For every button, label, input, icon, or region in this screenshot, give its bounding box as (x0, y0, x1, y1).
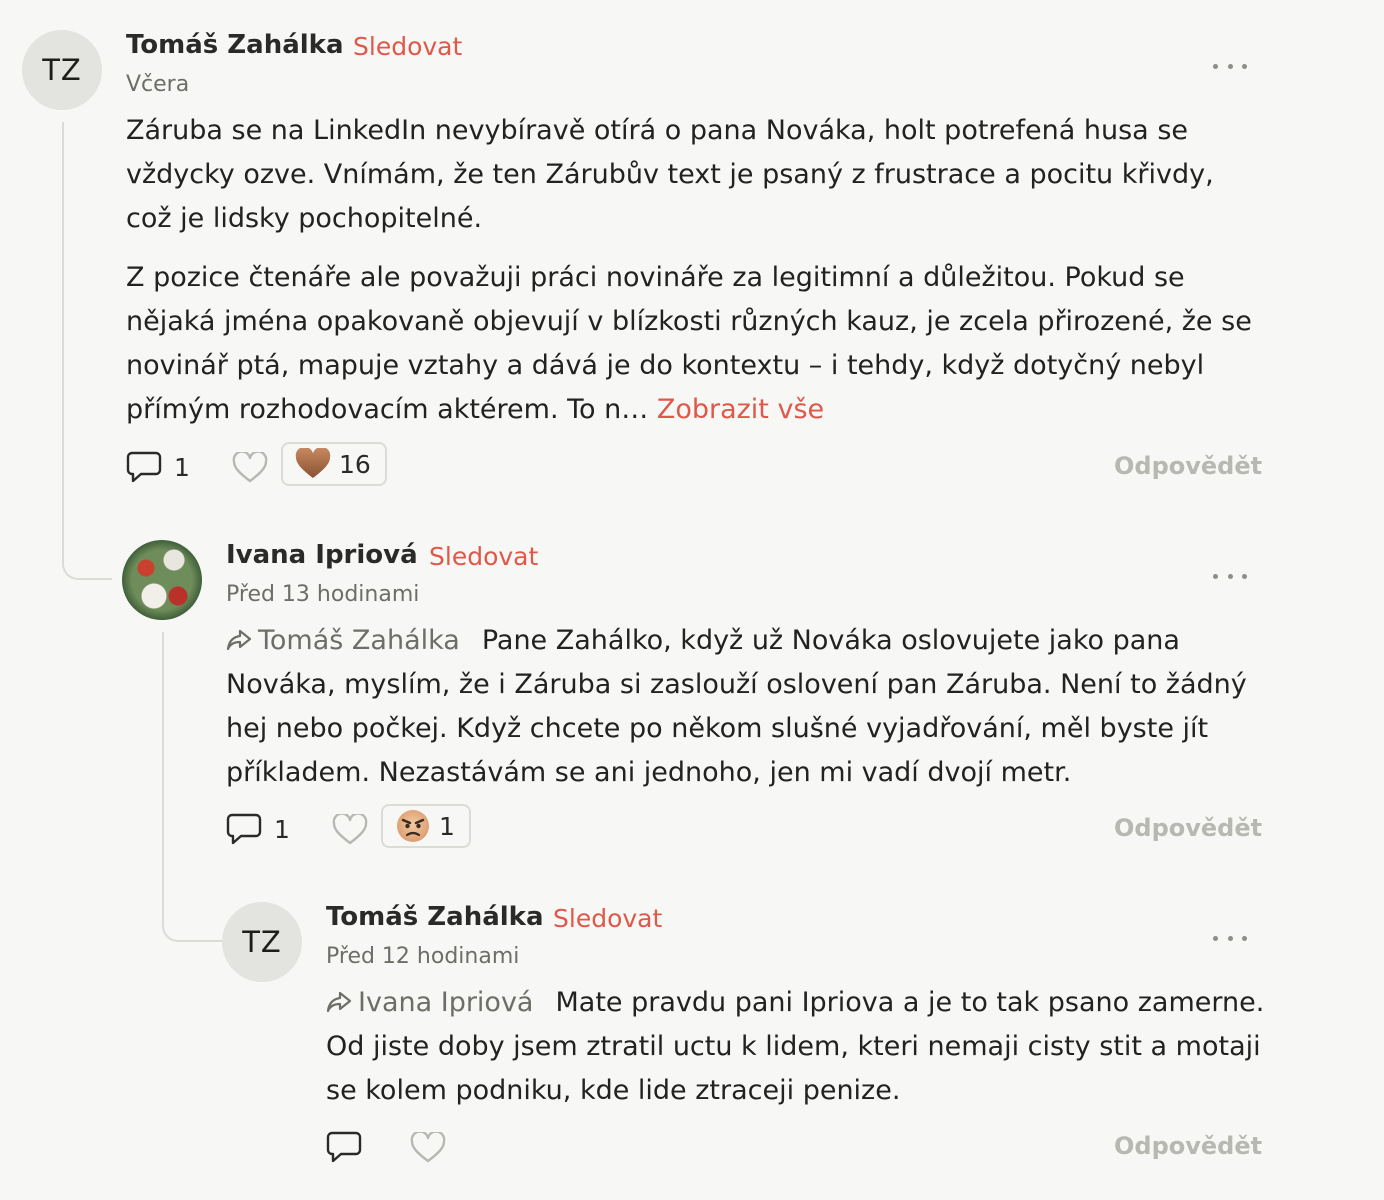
comment-time: Před 13 hodinami (226, 582, 420, 607)
comment-text: Pane Zahálko, když už Nováka oslovujete jako pana Nováka, myslím, že i Záruba si zaslouží oslovení pan Záruba. Není to žádný hej nebo počkej. Když chcete po někom slušné vyjadřování, měl byste jít příkladem. Nezastávám se ani jednoho, jen mi vadí dvojí metr. (226, 625, 1247, 788)
comment-bubble-icon[interactable] (326, 1130, 362, 1164)
reaction-count: 16 (339, 449, 371, 479)
reply-count: 1 (274, 814, 290, 844)
comment-body (326, 981, 1266, 1113)
reaction-count: 1 (439, 811, 455, 841)
comment-author[interactable]: Ivana Ipriová (226, 540, 418, 570)
more-options-icon[interactable] (1213, 572, 1247, 580)
angry-face-reaction-icon (395, 808, 431, 844)
avatar[interactable] (222, 902, 302, 982)
follow-button[interactable]: Sledovat (553, 904, 663, 933)
reaction-pill[interactable] (281, 442, 387, 486)
comment-bubble-icon (226, 812, 262, 846)
reply-to-mention[interactable] (326, 987, 533, 1018)
reply-button[interactable]: Odpovědět (1114, 1132, 1263, 1160)
reply-button[interactable]: Odpovědět (1114, 814, 1263, 842)
comment-paragraph (126, 256, 1266, 432)
reaction-pill[interactable] (381, 804, 471, 848)
follow-button[interactable]: Sledovat (429, 542, 539, 571)
comment-body (126, 109, 1266, 447)
comment-time: Včera (126, 72, 190, 97)
thread-line (162, 632, 222, 942)
thread-line (62, 122, 112, 580)
reply-to-name: Tomáš Zahálka (258, 625, 460, 656)
like-heart-icon[interactable] (332, 814, 368, 846)
reply-count: 1 (174, 452, 190, 482)
comment-author[interactable]: Tomáš Zahálka (326, 902, 544, 932)
comment-paragraph: Záruba se na LinkedIn nevybíravě otírá o pana Nováka, holt potrefená husa se vždycky ozve. Vnímám, že ten Zárubův text je psaný z frustrace a pocitu křivdy, což je lidsky pochopitelné. (126, 115, 1214, 234)
comment-author[interactable]: Tomáš Zahálka (126, 30, 344, 60)
comment-body (226, 619, 1266, 795)
like-heart-icon[interactable] (232, 452, 268, 484)
comment-bubble-icon (126, 450, 162, 484)
show-more-link[interactable]: Zobrazit vše (656, 394, 825, 425)
reply-arrow-icon (226, 629, 252, 651)
reply-to-mention[interactable] (226, 625, 460, 656)
like-heart-icon[interactable] (410, 1132, 446, 1164)
comment-text: Mate pravdu pani Ipriova a je to tak psano zamerne. Od jiste doby jsem ztratil uctu k lidem, kteri nemaji cisty stit a motaji se kolem podniku, kde lide ztraceji penize. (326, 987, 1265, 1106)
avatar-initials: TZ (42, 53, 82, 87)
avatar[interactable] (22, 30, 102, 110)
more-options-icon[interactable] (1213, 62, 1247, 70)
reply-count-button[interactable] (126, 443, 190, 491)
more-options-icon[interactable] (1213, 934, 1247, 942)
reply-to-name: Ivana Ipriová (358, 987, 534, 1018)
avatar-initials: TZ (242, 925, 282, 959)
comment-paragraph-text: Z pozice čtenáře ale považuji práci novináře za legitimní a důležitou. Pokud se nějaká jména opakovaně objevují v blízkosti různých kauz, je zcela přirozené, že se novinář ptá, mapuje vztahy a dává je do kontextu – i tehdy, když dotyčný nebyl přímým rozhodovacím aktérem. To n… (126, 262, 1252, 425)
reply-count-button[interactable] (226, 805, 290, 853)
reply-button[interactable]: Odpovědět (1114, 452, 1263, 480)
heart-reaction-icon (295, 448, 331, 480)
follow-button[interactable]: Sledovat (353, 32, 463, 61)
avatar[interactable] (122, 540, 202, 620)
reply-arrow-icon (326, 991, 352, 1013)
comment-time: Před 12 hodinami (326, 944, 520, 969)
